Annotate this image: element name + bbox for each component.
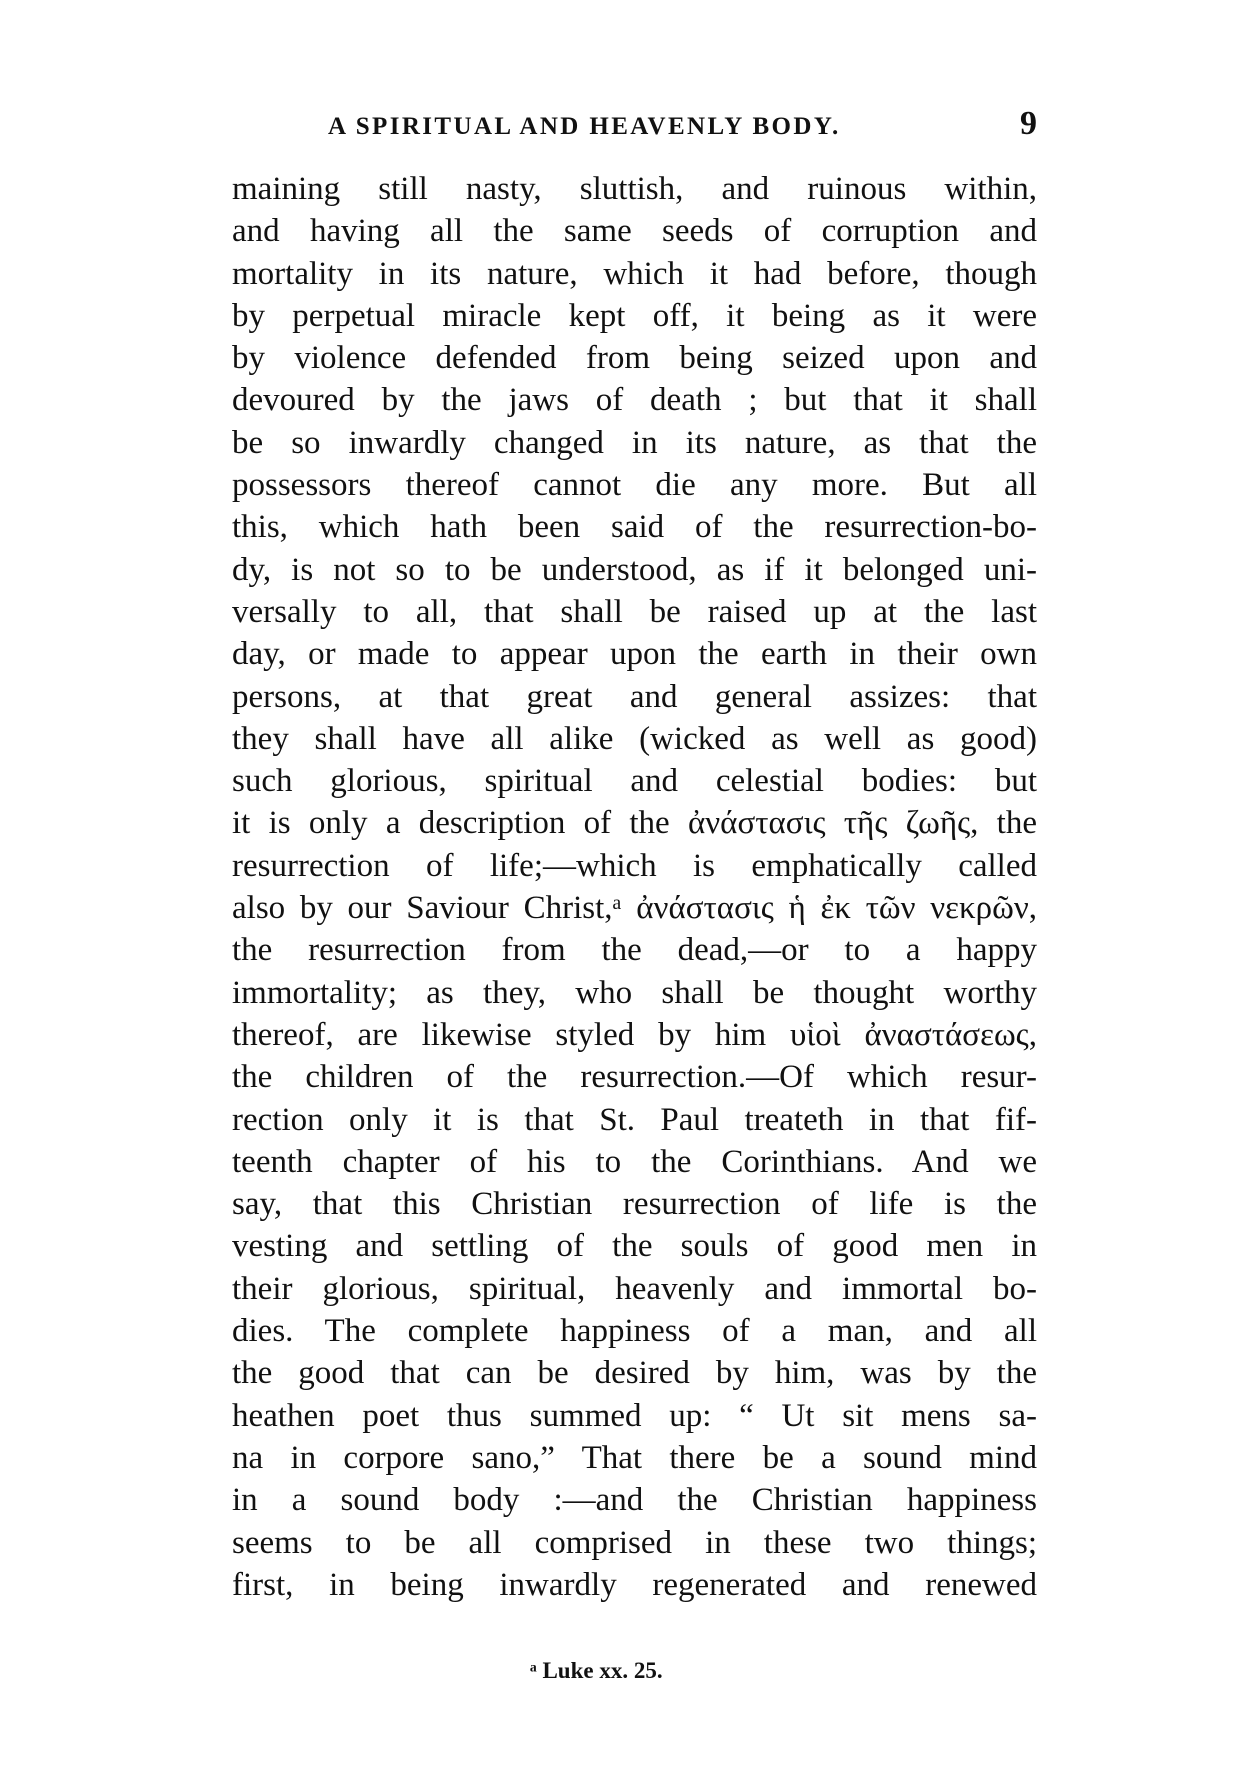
text-line: by perpetual miracle kept off, it being as it were xyxy=(232,297,1037,334)
text-line: they shall have all alike (wicked as well as good) xyxy=(232,720,1037,757)
text-line: the resurrection from the dead,—or to a happy xyxy=(232,932,1037,969)
footnote: ᵃ Luke xx. 25. xyxy=(530,1658,663,1683)
text-line: heathen poet thus summed up: “ Ut sit mens sa- xyxy=(232,1397,1037,1434)
text-line: day, or made to appear upon the earth in their own xyxy=(232,636,1037,673)
text-line: persons, at that great and general assizes: that xyxy=(232,678,1037,715)
text-line: thereof, are likewise styled by him υἱοὶ ἀναστάσεως, xyxy=(232,1016,1037,1053)
text-line: vesting and settling of the souls of good men in xyxy=(232,1228,1037,1265)
text-line: dy, is not so to be understood, as if it belonged uni- xyxy=(232,551,1037,588)
text-line: teenth chapter of his to the Corinthians. And we xyxy=(232,1143,1037,1180)
text-line: rection only it is that St. Paul treateth in that fif- xyxy=(232,1101,1037,1138)
text-line: it is only a description of the ἀνάστασις τῆς ζωῆς, the xyxy=(232,805,1037,842)
text-line: mortality in its nature, which it had before, though xyxy=(232,255,1037,292)
text-line: the good that can be desired by him, was by the xyxy=(232,1355,1037,1392)
body-text xyxy=(232,168,1037,1606)
running-head xyxy=(232,105,1037,145)
text-line: na in corpore sano,” That there be a sound mind xyxy=(232,1439,1037,1476)
text-line: such glorious, spiritual and celestial bodies: but xyxy=(232,763,1037,800)
text-line: be so inwardly changed in its nature, as that the xyxy=(232,424,1037,461)
text-line: the children of the resurrection.—Of which resur- xyxy=(232,1059,1037,1096)
page-number: 9 xyxy=(1020,105,1037,142)
text-line: first, in being inwardly regenerated and renewed xyxy=(232,1566,1037,1603)
text-line: immortality; as they, who shall be thought worthy xyxy=(232,974,1037,1011)
text-line: also by our Saviour Christ,ᵃ ἀνάστασις ἡ ἐκ τῶν νεκρῶν, xyxy=(232,890,1037,927)
text-line: seems to be all comprised in these two things; xyxy=(232,1524,1037,1561)
text-line: this, which hath been said of the resurrection-bo- xyxy=(232,509,1037,546)
text-line: resurrection of life;—which is emphatically called xyxy=(232,847,1037,884)
text-line: devoured by the jaws of death ; but that it shall xyxy=(232,382,1037,419)
text-line: in a sound body :—and the Christian happiness xyxy=(232,1482,1037,1519)
text-line: their glorious, spiritual, heavenly and immortal bo- xyxy=(232,1270,1037,1307)
text-line: by violence defended from being seized upon and xyxy=(232,340,1037,377)
text-line: say, that this Christian resurrection of life is the xyxy=(232,1186,1037,1223)
text-line: maining still nasty, sluttish, and ruinous within, xyxy=(232,171,1037,207)
text-line: and having all the same seeds of corruption and xyxy=(232,213,1037,250)
text-line: possessors thereof cannot die any more. But all xyxy=(232,467,1037,504)
text-line: versally to all, that shall be raised up at the last xyxy=(232,593,1037,630)
running-title: A SPIRITUAL AND HEAVENLY BODY. xyxy=(328,113,841,140)
text-line: dies. The complete happiness of a man, and all xyxy=(232,1313,1037,1350)
